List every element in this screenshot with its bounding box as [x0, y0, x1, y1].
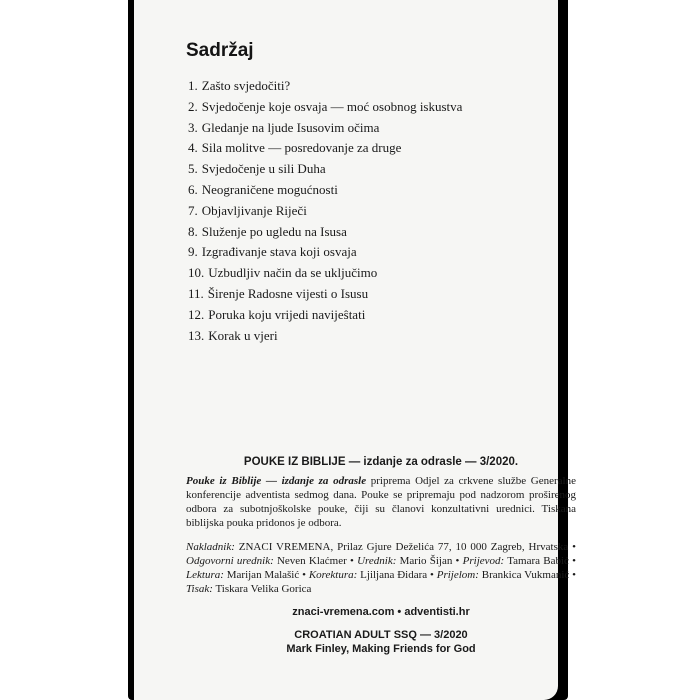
toc-item [188, 76, 462, 97]
credit-label: Lektura: [186, 569, 224, 581]
toc-item-number: 4. [188, 140, 198, 156]
credit-label: Korektura: [308, 569, 358, 581]
toc-item-title: Sila molitve — posredovanje za druge [201, 140, 402, 156]
toc-item-title: Objavljivanje Riječi [201, 202, 307, 218]
toc-item-number: 7. [188, 202, 198, 218]
toc-item-number: 3. [188, 119, 198, 135]
toc-item [188, 326, 462, 347]
book-page [134, 0, 576, 700]
toc-item-title: Korak u vjeri [208, 327, 278, 343]
toc-item [188, 159, 462, 180]
toc-item-number: 10. [188, 265, 205, 281]
toc-item [188, 284, 462, 305]
credit-label: Prijevod: [462, 555, 505, 567]
credit-value: ZNACI VREMENA, Prilaz Gjure Deželića 77, 10 000 Zagreb, Hrvatska • [234, 541, 576, 553]
toc-item-number: 8. [188, 223, 198, 239]
imprint-credits [186, 540, 576, 596]
credit-value: Tiskara Velika Gorica [212, 583, 312, 595]
toc-item-number: 13. [188, 327, 205, 343]
toc-item-title: Svjedočenje koje osvaja — moć osobnog iskustva [201, 98, 463, 114]
imprint-lead: Pouke iz Biblije — izdanje za odrasle [186, 475, 367, 487]
credit-value: Brankica Vukmanić • [478, 569, 576, 581]
credit-value: Tamara Babić • [504, 555, 576, 567]
toc-item [188, 138, 462, 159]
credit-value: Mario Šijan • [396, 555, 463, 567]
ssq-author-title: Mark Finley, Making Friends for God [286, 643, 476, 655]
imprint-description [186, 474, 576, 530]
toc-item-title: Širenje Radosne vijesti o Isusu [207, 285, 369, 301]
toc-item-title: Gledanje na ljude Isusovim očima [201, 119, 380, 135]
toc-item [188, 201, 462, 222]
toc-item-title: Svjedočenje u sili Duha [201, 161, 326, 177]
toc-item-title: Uzbudljiv način da se uključimo [208, 265, 378, 281]
imprint-block [186, 456, 576, 656]
toc-item-title: Služenje po ugledu na Isusa [201, 223, 347, 239]
imprint-title: POUKE IZ BIBLIJE — izdanje za odrasle — 3/2020. [243, 456, 519, 468]
toc-item-number: 11. [188, 285, 204, 301]
credit-value: Neven Klaćmer • [273, 555, 358, 567]
toc-item [188, 118, 462, 139]
toc-item-number: 6. [188, 181, 198, 197]
toc-item-number: 5. [188, 161, 198, 177]
toc-item-title: Izgrađivanje stava koji osvaja [201, 244, 357, 260]
toc-item [188, 242, 462, 263]
toc-item [188, 222, 462, 243]
credit-label: Prijelom: [436, 569, 479, 581]
credit-value: Ljiljana Đidara • [357, 569, 437, 581]
imprint-body: priprema Odjel za crkvene službe Generalne konferencije adventista sedmog dana. Pouke se pripremaju pod nadzorom proširenog odbora za subotnjoškolske pouke, čiji su članovi konzultativni urednici. Tiskana biblijska pouka pridonos je odbora. [186, 475, 576, 529]
credit-label: Odgovorni urednik: [186, 555, 274, 567]
book-page-edge [128, 0, 576, 700]
toc-item-number: 1. [188, 78, 198, 93]
toc-item-title: Zašto svjedočiti? [201, 78, 291, 93]
toc-item-title: Poruka koju vrijedi navijeŝtati [208, 306, 366, 322]
toc-item [188, 97, 462, 118]
toc-item [188, 180, 462, 201]
toc-title: Sadržaj [186, 40, 254, 61]
credit-value: Marijan Malašić • [223, 569, 309, 581]
toc-item [188, 305, 462, 326]
toc-item [188, 263, 462, 284]
websites: znaci-vremena.com • adventisti.hr [292, 606, 470, 618]
credit-label: Nakladnik: [186, 541, 235, 553]
ssq-info [186, 628, 576, 656]
toc-item-number: 9. [188, 244, 198, 260]
credit-label: Tisak: [186, 583, 213, 595]
toc-item-number: 12. [188, 306, 205, 322]
table-of-contents [188, 76, 462, 346]
toc-item-title: Neograničene mogućnosti [201, 181, 338, 197]
toc-item-number: 2. [188, 98, 198, 114]
ssq-edition: CROATIAN ADULT SSQ — 3/2020 [294, 629, 468, 641]
credit-label: Urednik: [357, 555, 397, 567]
